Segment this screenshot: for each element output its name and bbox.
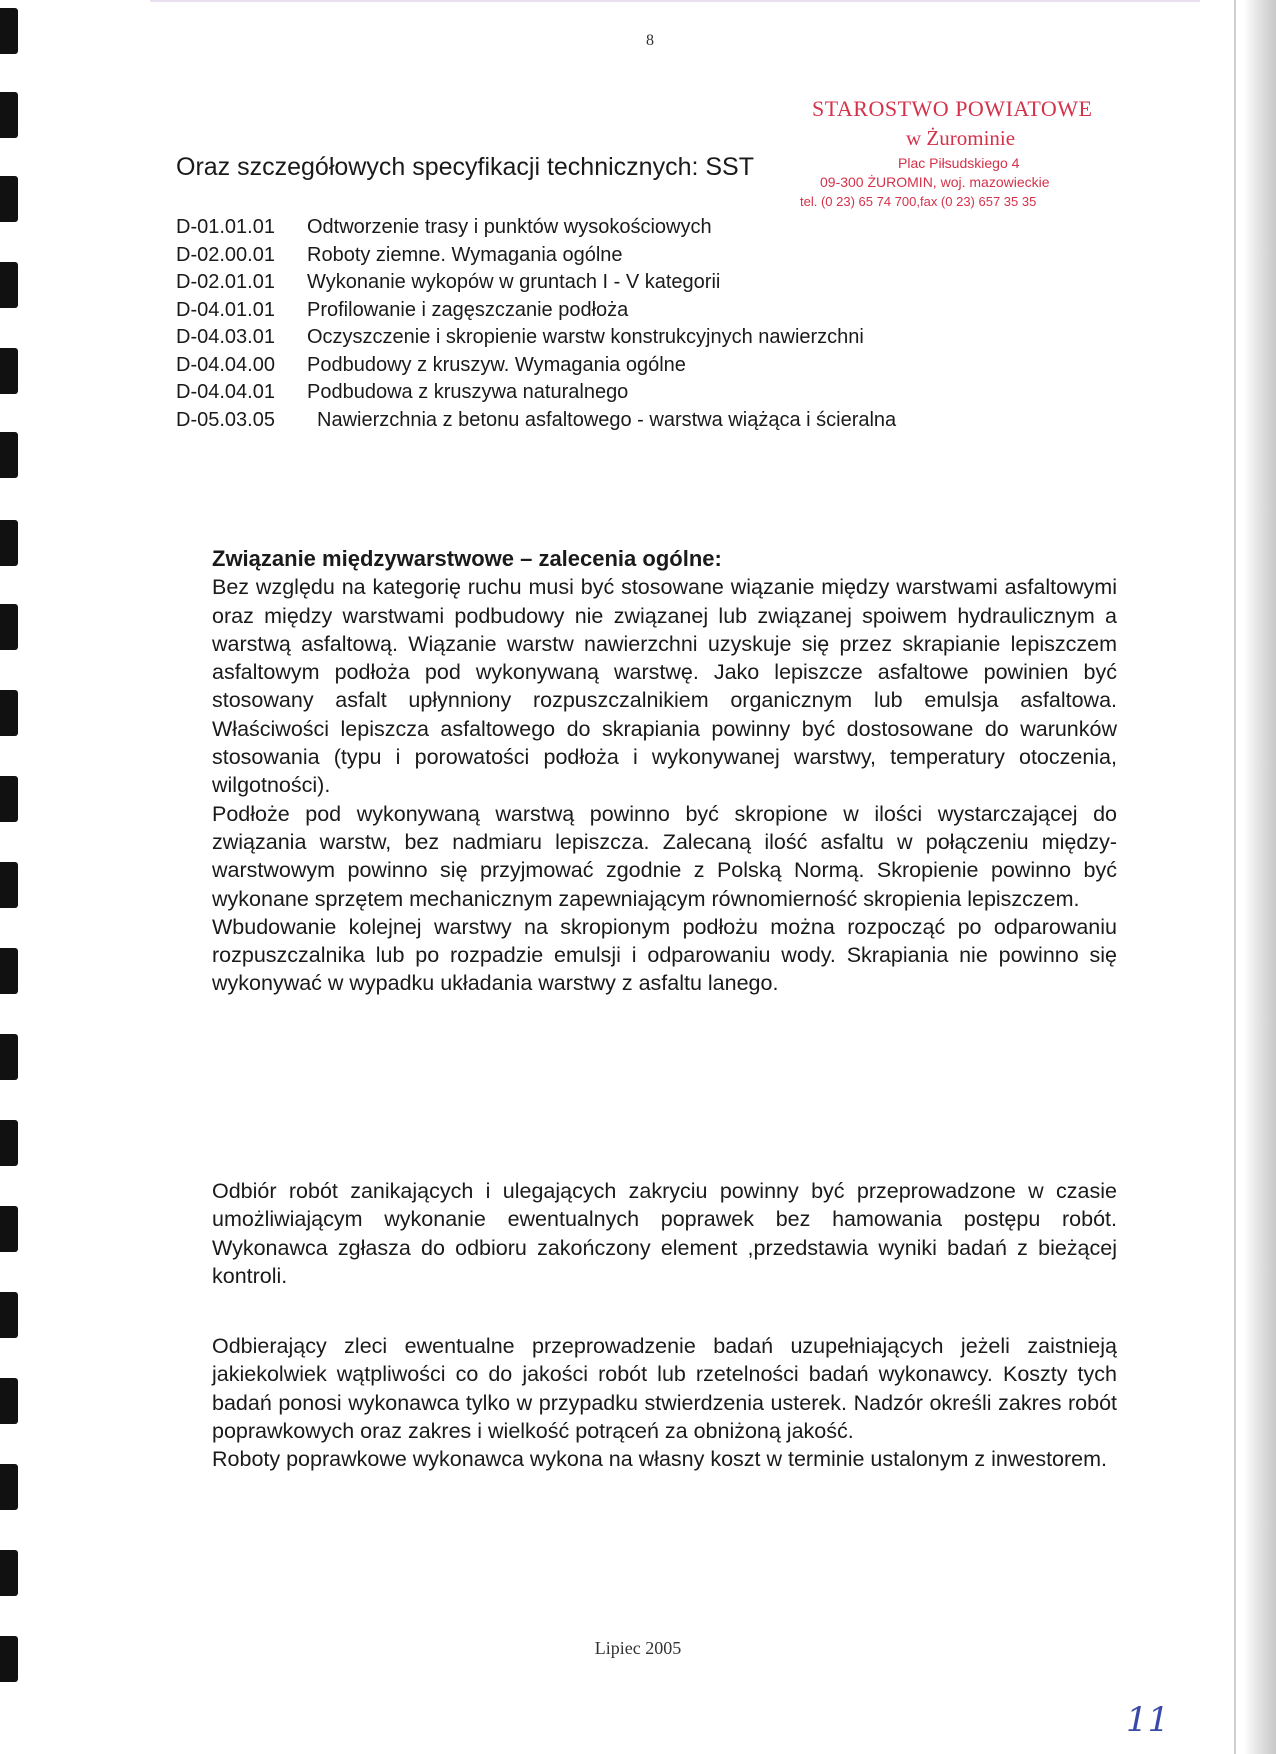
spec-row: [176, 352, 1036, 380]
office-stamp: [800, 96, 1190, 209]
spec-description: Wykonanie wykopów w gruntach I - V kategorii: [307, 271, 721, 293]
spec-description: Oczyszczenie i skropienie warstw konstrukcyjnych nawierzchni: [307, 326, 864, 348]
spec-code: D-04.01.01: [176, 298, 275, 321]
spec-row: [176, 407, 1036, 435]
spec-code: D-01.01.01: [176, 216, 275, 238]
spec-description: Odtworzenie trasy i punktów wysokościowych: [307, 216, 712, 238]
paragraph: Podłoże pod wykonywaną warstwą powinno być skropione w ilości wystarczającej do związania warstw, bez nadmiaru lepiszcza. Zalecaną ilość asfaltu w połączeniu między-warstwowym powinno się przyjmować zgodnie z Polską Normą. Skropienie powinno być wykonane sprzętem mechanicznym zapewniającym równomierność skropienia lepiszczem.: [212, 801, 1117, 911]
spec-row: [176, 297, 1036, 325]
spec-description: Podbudowa z kruszywa naturalnego: [307, 381, 629, 403]
paragraph: Odbierający zleci ewentualne przeprowadzenie badań uzupełniających jeżeli zaistnieją jakiekolwiek wątpliwości co do jakości robót lub rzetelności badań wykonawcy. Koszty tych badań ponosi wykonawca tylko w przypadku stwierdzenia usterek. Nadzór określi zakres robót poprawkowych oraz zakres i wielkość potrąceń za obniżoną jakość.: [212, 1334, 1117, 1443]
stamp-line-street: Plac Piłsudskiego 4: [898, 155, 1020, 171]
spec-description: Podbudowy z kruszyw. Wymagania ogólne: [307, 353, 686, 376]
bonding-section: [212, 545, 1117, 998]
paragraph: Odbiór robót zanikających i ulegających zakryciu powinny być przeprowadzone w czasie umożliwiającym wykonanie ewentualnych poprawek bez hamowania postępu robót. Wykonawca zgłasza do odbioru zakończony element ,przedstawia wyniki badań z bieżącej kontroli.: [212, 1179, 1117, 1288]
spec-description: Roboty ziemne. Wymagania ogólne: [307, 243, 623, 266]
stamp-line-city: w Żurominie: [906, 126, 1016, 150]
spec-code: D-02.01.01: [176, 271, 275, 293]
stamp-line-postcode: 09-300 ŻUROMIN, woj. mazowieckie: [820, 174, 1050, 190]
page-edge-shadow: [1244, 0, 1276, 1754]
stamp-line-phone: tel. (0 23) 65 74 700,fax (0 23) 657 35 35: [800, 194, 1037, 209]
section-title: Związanie międzywarstwowe – zalecenia ogólne:: [212, 546, 722, 571]
spec-row: [176, 324, 1036, 352]
specs-heading: Oraz szczegółowych specyfikacji technicznych: SST: [176, 153, 754, 181]
spec-row: [176, 269, 1036, 297]
spec-code: D-04.04.00: [176, 353, 275, 376]
spec-list: [176, 214, 1036, 434]
stamp-line-office: STAROSTWO POWIATOWE: [812, 96, 1093, 121]
handwritten-page-number: 11: [1126, 1700, 1170, 1740]
spec-row: [176, 379, 1036, 407]
spec-description: Nawierzchnia z betonu asfaltowego - warstwa wiążąca i ścieralna: [317, 408, 897, 431]
spec-row: [176, 242, 1036, 270]
footer-date: Lipiec 2005: [594, 1638, 682, 1658]
corrections-section: [212, 1332, 1117, 1473]
spec-code: D-04.04.01: [176, 381, 275, 403]
page-top-line: [150, 0, 1200, 2]
spiral-binding: [0, 0, 24, 1754]
paragraph: Bez względu na kategorię ruchu musi być stosowane wiązanie między warstwami asfaltowymi oraz między warstwami podbudowy nie związanej lub związanej spoiwem hydraulicznym a warstwą asfaltową. Wiązanie warstw nawierzchni uzyskuje się przez skrapianie lepiszczem asfaltowym podłoża pod wykonywaną warstwę. Jako lepiszcze asfaltowe powinien być stosowany asfalt upłynniony rozpuszczalnikiem organicznym lub emulsja asfaltowa. Właściwości lepiszcza asfaltowego do skrapiania powinny być dostosowane do warunków stosowania (typu i porowatości podłoża i wykonywanej warstwy, temperatury otoczenia, wilgotności).: [212, 575, 1117, 798]
paragraph: Wbudowanie kolejnej warstwy na skropionym podłożu można rozpocząć po odparowaniu rozpuszczalnika lub po rozpadzie emulsji i odparowaniu wody. Skrapiania nie powinno się wykonywać w wypadku układania warstwy z asfaltu lanego.: [212, 914, 1117, 996]
acceptance-section: [212, 1177, 1117, 1290]
page-number: 8: [646, 32, 654, 49]
spec-row: [176, 214, 1036, 242]
spec-description: Profilowanie i zagęszczanie podłoża: [307, 298, 629, 321]
paragraph: Roboty poprawkowe wykonawca wykona na własny koszt w terminie ustalonym z inwestorem.: [212, 1447, 1108, 1472]
page-edge-line: [1234, 0, 1236, 1754]
spec-code: D-04.03.01: [176, 326, 275, 348]
spec-code: D-05.03.05: [176, 408, 275, 431]
spec-code: D-02.00.01: [176, 243, 275, 266]
